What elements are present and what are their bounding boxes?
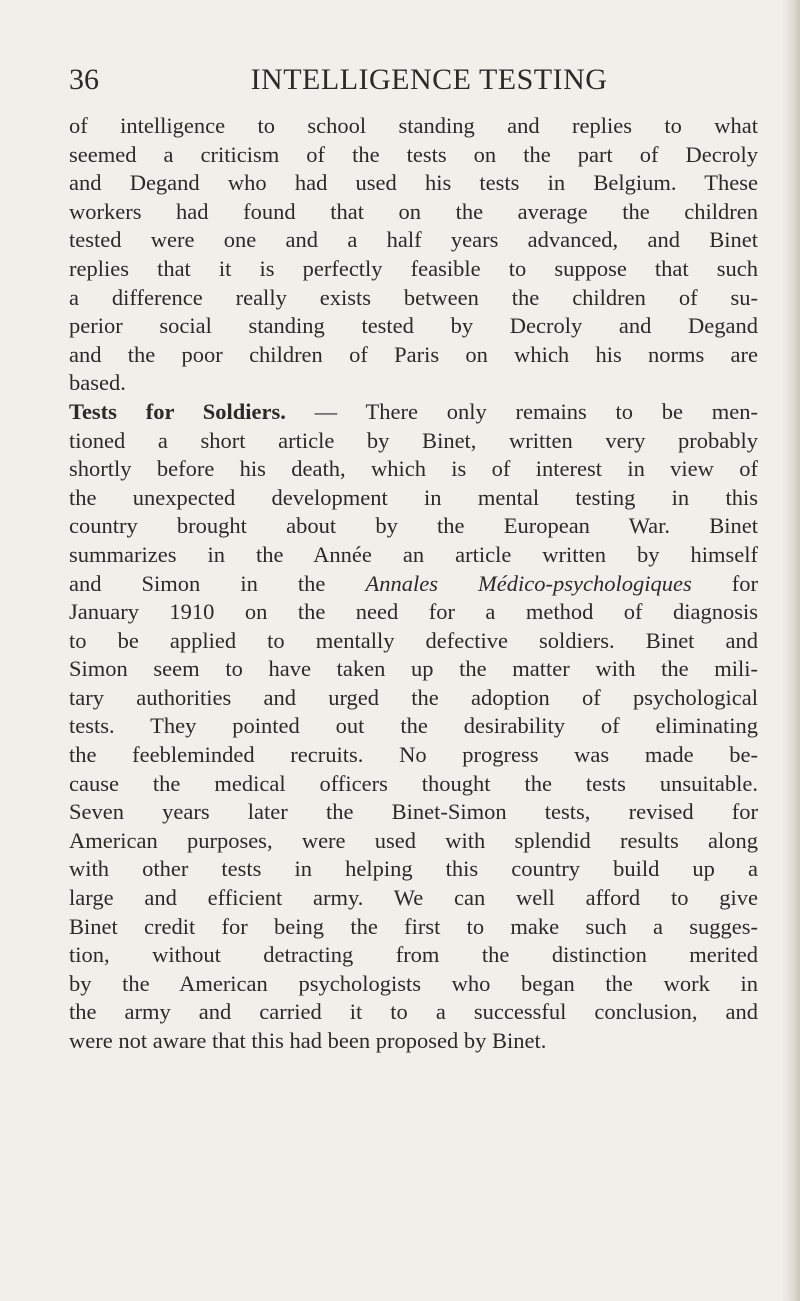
text-line: the army and carried it to a successful conclusion, and xyxy=(69,999,758,1025)
running-title: INTELLIGENCE TESTING xyxy=(250,63,608,96)
text-line: to be applied to mentally defective soldiers. Binet and xyxy=(69,627,758,653)
journal-title: Annales Médico-psychologiques xyxy=(365,570,692,596)
text-line: based. xyxy=(69,370,126,396)
text-line: tioned a short article by Binet, written very probably xyxy=(69,427,758,453)
text-line: perior social standing tested by Decroly and Degand xyxy=(69,313,758,339)
page-edge-shadow xyxy=(782,0,800,1301)
running-head xyxy=(69,60,759,100)
text-line-with-title xyxy=(69,570,758,599)
text-line: by the American psychologists who began the work in xyxy=(69,970,758,996)
text-line: large and efficient army. We can well afford to give xyxy=(69,885,758,911)
text-line: were not aware that this had been proposed by Binet. xyxy=(69,1028,547,1053)
text-line: shortly before his death, which is of interest in view of xyxy=(69,456,758,482)
section-heading: Tests for Soldiers. xyxy=(69,398,286,424)
body-text xyxy=(69,112,758,1056)
text-fragment: and Simon in the xyxy=(69,570,366,596)
page-number: 36 xyxy=(69,63,99,96)
text-line: workers had found that on the average the children xyxy=(69,198,758,224)
section-heading-line xyxy=(69,398,758,427)
text-line: seemed a criticism of the tests on the part of Decroly xyxy=(69,141,758,167)
text-line: Simon seem to have taken up the matter with the mili- xyxy=(69,656,758,682)
text-line: American purposes, were used with splendid results along xyxy=(69,827,758,853)
text-line: tion, without detracting from the distinction merited xyxy=(69,942,758,968)
text-line: tary authorities and urged the adoption of psychological xyxy=(69,684,758,710)
text-line: the feebleminded recruits. No progress was made be- xyxy=(69,742,758,768)
text-line: country brought about by the European War. Binet xyxy=(69,513,758,539)
text-fragment: for xyxy=(691,570,758,596)
text-line: with other tests in helping this country build up a xyxy=(69,856,758,882)
text-line: the unexpected development in mental testing in this xyxy=(69,484,758,510)
text-line: tested were one and a half years advanced, and Binet xyxy=(69,227,758,253)
text-line: Seven years later the Binet-Simon tests, revised for xyxy=(69,799,758,825)
text-line: and the poor children of Paris on which his norms are xyxy=(69,341,758,367)
text-line: Binet credit for being the first to make such a sugges- xyxy=(69,913,758,939)
text-line: and Degand who had used his tests in Belgium. These xyxy=(69,170,758,196)
text-fragment: — There only remains to be men- xyxy=(285,398,759,424)
text-line: replies that it is perfectly feasible to suppose that such xyxy=(69,255,758,281)
text-line: a difference really exists between the children of su- xyxy=(69,284,758,310)
text-line: tests. They pointed out the desirability of eliminating xyxy=(69,713,758,739)
text-line: cause the medical officers thought the tests unsuitable. xyxy=(69,770,758,796)
text-line: January 1910 on the need for a method of diagnosis xyxy=(69,599,758,625)
text-line: summarizes in the Année an article written by himself xyxy=(69,541,758,567)
text-line: of intelligence to school standing and replies to what xyxy=(69,113,758,138)
